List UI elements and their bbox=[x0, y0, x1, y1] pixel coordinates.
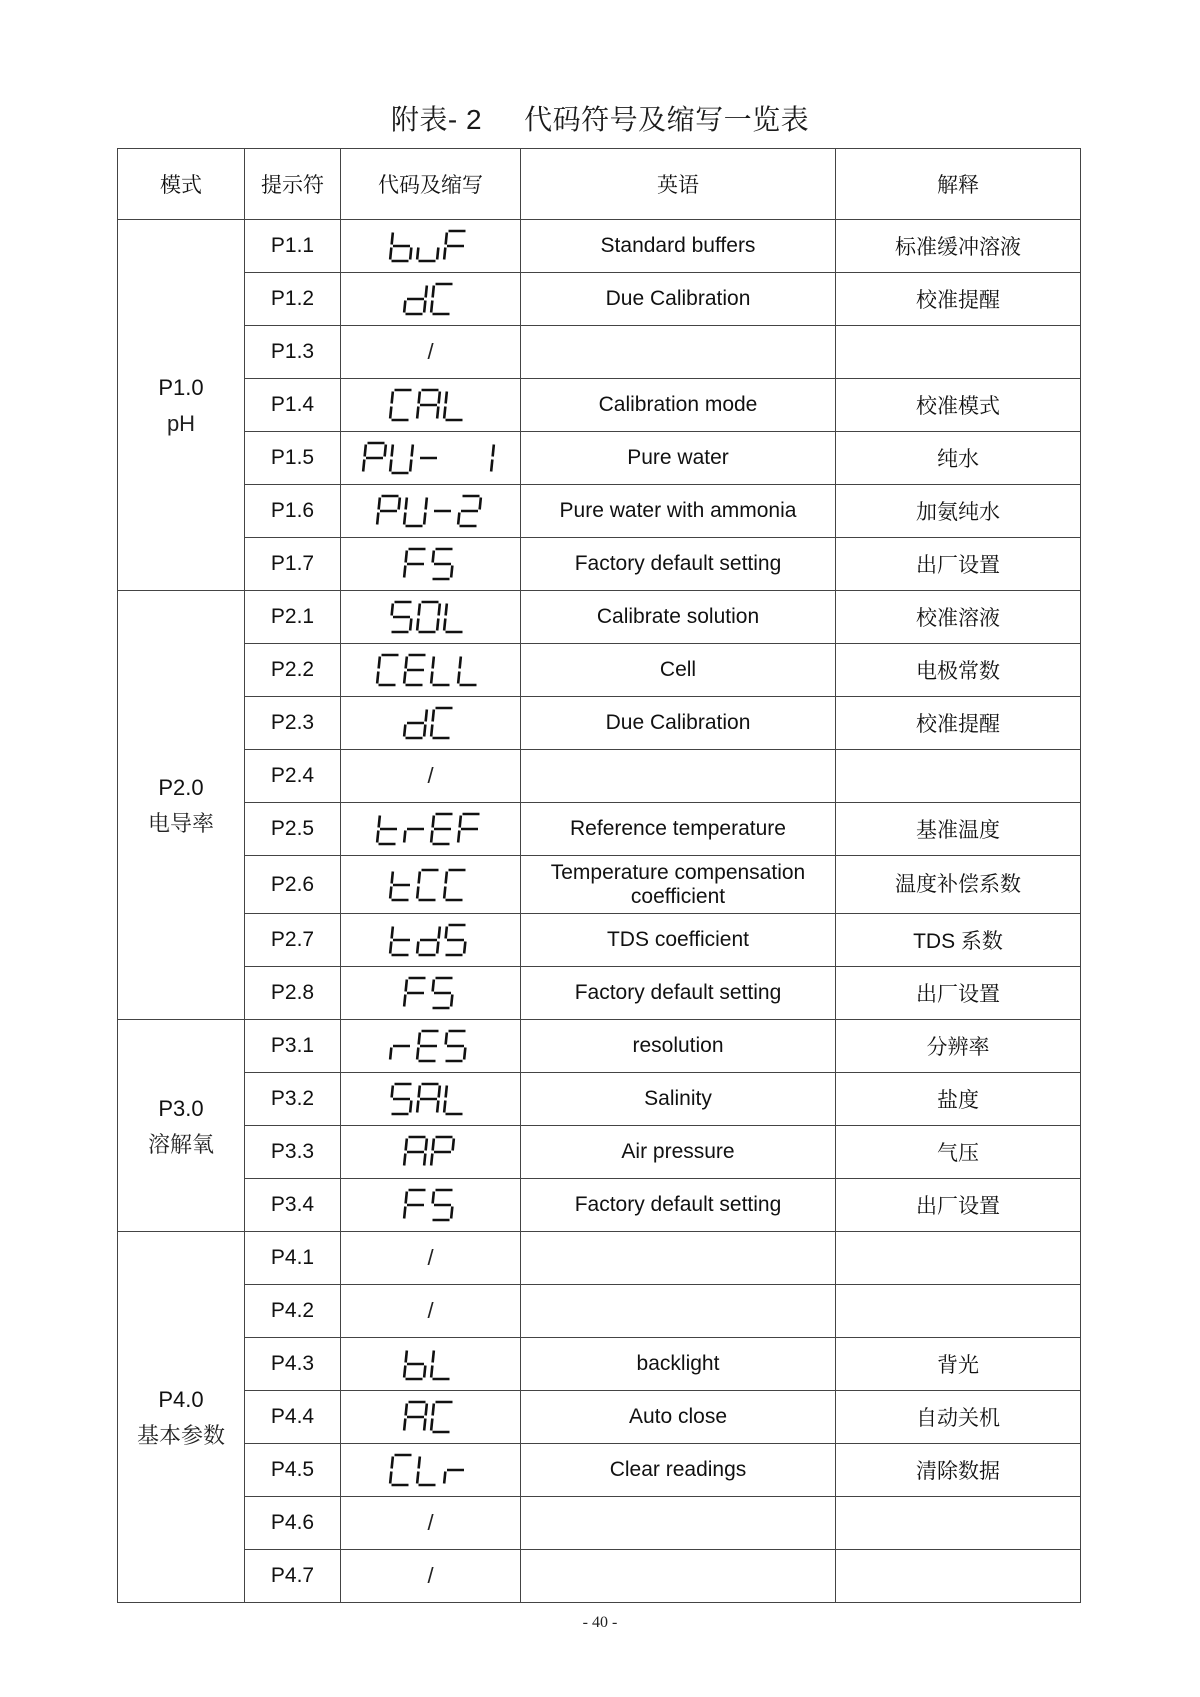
mode-id: P2.0 bbox=[158, 775, 204, 800]
explanation-cell: TDS 系数 bbox=[836, 914, 1081, 967]
lcd-code-display bbox=[387, 1082, 474, 1116]
lcd-code-display bbox=[374, 653, 488, 687]
lcd-digit bbox=[432, 978, 452, 1008]
lcd-digit bbox=[458, 814, 479, 843]
prompt-cell: P4.3 bbox=[245, 1338, 341, 1391]
empty-code-slash: / bbox=[427, 763, 434, 788]
english-cell: resolution bbox=[521, 1020, 836, 1073]
lcd-digit bbox=[417, 602, 440, 632]
lcd-digit bbox=[431, 1351, 449, 1380]
code-cell bbox=[341, 1073, 521, 1126]
table-row bbox=[118, 967, 1081, 1020]
header-code: 代码及缩写 bbox=[341, 149, 521, 220]
code-cell bbox=[341, 697, 521, 750]
explanation-cell: 校准提醒 bbox=[836, 273, 1081, 326]
explanation-cell: 出厂设置 bbox=[836, 538, 1081, 591]
prompt-cell: P3.1 bbox=[245, 1020, 341, 1073]
table-row bbox=[118, 1550, 1081, 1603]
english-cell: Due Calibration bbox=[521, 697, 836, 750]
header-prompt: 提示符 bbox=[245, 149, 341, 220]
table-row bbox=[118, 591, 1081, 644]
lcd-digit bbox=[404, 655, 425, 685]
prompt-cell: P4.5 bbox=[245, 1444, 341, 1497]
english-cell: Factory default setting bbox=[521, 538, 836, 591]
empty-code-slash: / bbox=[427, 1563, 434, 1588]
explanation-cell: 基准温度 bbox=[836, 803, 1081, 856]
mode-id: P1.0 bbox=[158, 375, 204, 400]
lcd-code-display bbox=[401, 1188, 461, 1222]
code-cell bbox=[341, 1338, 521, 1391]
english-cell: Salinity bbox=[521, 1073, 836, 1126]
lcd-digit bbox=[417, 1084, 440, 1113]
table-row bbox=[118, 432, 1081, 485]
code-cell bbox=[341, 432, 521, 485]
prompt-cell: P4.6 bbox=[245, 1497, 341, 1550]
code-cell bbox=[341, 273, 521, 326]
table-row bbox=[118, 750, 1081, 803]
code-cell bbox=[341, 1232, 521, 1285]
code-cell bbox=[341, 379, 521, 432]
lcd-digit bbox=[431, 1137, 454, 1166]
lcd-digit bbox=[390, 390, 411, 420]
code-cell bbox=[341, 1391, 521, 1444]
lcd-code-display bbox=[401, 282, 461, 316]
lcd-digit bbox=[377, 496, 400, 525]
prompt-cell: P4.1 bbox=[245, 1232, 341, 1285]
lcd-digit bbox=[417, 927, 440, 956]
table-row bbox=[118, 326, 1081, 379]
explanation-cell bbox=[836, 1285, 1081, 1338]
lcd-digit bbox=[444, 231, 465, 260]
english-cell: Calibration mode bbox=[521, 379, 836, 432]
lcd-digit bbox=[404, 1137, 427, 1166]
code-cell bbox=[341, 485, 521, 538]
code-cell bbox=[341, 1285, 521, 1338]
lcd-digit bbox=[431, 657, 449, 686]
prompt-cell: P3.2 bbox=[245, 1073, 341, 1126]
header-row bbox=[118, 149, 1081, 220]
prompt-cell: P2.2 bbox=[245, 644, 341, 697]
prompt-cell: P2.4 bbox=[245, 750, 341, 803]
mode-name: 电导率 bbox=[147, 811, 214, 836]
prompt-cell: P1.2 bbox=[245, 273, 341, 326]
lcd-digit bbox=[404, 1402, 427, 1431]
lcd-digit bbox=[458, 657, 476, 686]
prompt-cell: P1.1 bbox=[245, 220, 341, 273]
english-cell: Standard buffers bbox=[521, 220, 836, 273]
explanation-cell: 校准提醒 bbox=[836, 697, 1081, 750]
lcd-digit bbox=[446, 1031, 466, 1061]
explanation-cell: 电极常数 bbox=[836, 644, 1081, 697]
code-cell bbox=[341, 1179, 521, 1232]
lcd-digit bbox=[417, 1457, 435, 1486]
lcd-digit bbox=[444, 392, 462, 421]
table-row bbox=[118, 1338, 1081, 1391]
explanation-cell: 标准缓冲溶液 bbox=[836, 220, 1081, 273]
lcd-digit bbox=[404, 710, 427, 739]
lcd-code-display bbox=[374, 494, 488, 528]
table-row bbox=[118, 914, 1081, 967]
english-cell: backlight bbox=[521, 1338, 836, 1391]
english-cell: Auto close bbox=[521, 1391, 836, 1444]
lcd-digit bbox=[491, 445, 494, 472]
lcd-code-display bbox=[387, 868, 474, 902]
header-english: 英语 bbox=[521, 149, 836, 220]
lcd-digit bbox=[431, 1402, 452, 1432]
table-row bbox=[118, 379, 1081, 432]
code-table bbox=[117, 148, 1081, 1603]
empty-code-slash: / bbox=[427, 1510, 434, 1535]
lcd-digit bbox=[444, 1470, 464, 1484]
lcd-digit bbox=[392, 602, 412, 632]
lcd-digit bbox=[444, 1086, 462, 1115]
lcd-digit bbox=[390, 233, 411, 262]
explanation-cell: 盐度 bbox=[836, 1073, 1081, 1126]
explanation-cell bbox=[836, 326, 1081, 379]
table-row bbox=[118, 1285, 1081, 1338]
english-cell bbox=[521, 750, 836, 803]
prompt-cell: P1.3 bbox=[245, 326, 341, 379]
table-row bbox=[118, 485, 1081, 538]
table-row bbox=[118, 220, 1081, 273]
code-cell bbox=[341, 220, 521, 273]
explanation-cell: 校准模式 bbox=[836, 379, 1081, 432]
explanation-cell: 气压 bbox=[836, 1126, 1081, 1179]
lcd-digit bbox=[392, 1084, 412, 1114]
lcd-digit bbox=[377, 816, 397, 845]
english-cell: Pure water with ammonia bbox=[521, 485, 836, 538]
code-cell bbox=[341, 644, 521, 697]
prompt-cell: P2.1 bbox=[245, 591, 341, 644]
lcd-digit bbox=[390, 1046, 410, 1060]
code-cell bbox=[341, 967, 521, 1020]
explanation-cell bbox=[836, 750, 1081, 803]
english-cell: Air pressure bbox=[521, 1126, 836, 1179]
table-row bbox=[118, 1179, 1081, 1232]
lcd-digit bbox=[404, 1190, 425, 1219]
code-cell bbox=[341, 1444, 521, 1497]
prompt-cell: P2.6 bbox=[245, 856, 341, 914]
english-cell: Temperature compensation coefficient bbox=[521, 856, 836, 914]
table-row bbox=[118, 1497, 1081, 1550]
english-cell: Cell bbox=[521, 644, 836, 697]
lcd-code-display bbox=[360, 441, 501, 475]
english-cell: Calibrate solution bbox=[521, 591, 836, 644]
english-cell: Due Calibration bbox=[521, 273, 836, 326]
lcd-digit bbox=[404, 978, 425, 1007]
lcd-digit bbox=[404, 1351, 425, 1380]
explanation-cell: 加氨纯水 bbox=[836, 485, 1081, 538]
lcd-digit bbox=[390, 445, 413, 474]
english-cell bbox=[521, 1550, 836, 1603]
prompt-cell: P3.3 bbox=[245, 1126, 341, 1179]
lcd-code-display bbox=[401, 1400, 461, 1434]
prompt-cell: P2.3 bbox=[245, 697, 341, 750]
title-text: 代码符号及缩写一览表 bbox=[524, 104, 810, 135]
explanation-cell: 校准溶液 bbox=[836, 591, 1081, 644]
lcd-digit bbox=[446, 925, 466, 955]
code-cell bbox=[341, 750, 521, 803]
explanation-cell: 自动关机 bbox=[836, 1391, 1081, 1444]
lcd-digit bbox=[431, 814, 452, 844]
lcd-digit bbox=[458, 496, 481, 526]
lcd-digit bbox=[431, 708, 452, 738]
code-cell bbox=[341, 1497, 521, 1550]
lcd-code-display bbox=[374, 812, 488, 846]
table-row bbox=[118, 273, 1081, 326]
mode-name: pH bbox=[166, 411, 196, 436]
table-row bbox=[118, 644, 1081, 697]
explanation-cell: 出厂设置 bbox=[836, 1179, 1081, 1232]
mode-cell bbox=[118, 220, 245, 591]
english-cell bbox=[521, 1285, 836, 1338]
mode-id: P3.0 bbox=[158, 1095, 204, 1121]
lcd-digit bbox=[404, 829, 424, 843]
title-prefix: 附表- 2 bbox=[390, 104, 483, 135]
code-cell bbox=[341, 538, 521, 591]
table-row bbox=[118, 1020, 1081, 1073]
lcd-digit bbox=[432, 549, 452, 579]
table-row bbox=[118, 1232, 1081, 1285]
header-mode: 模式 bbox=[118, 149, 245, 220]
mode-cell bbox=[118, 1020, 245, 1232]
explanation-cell bbox=[836, 1232, 1081, 1285]
english-cell: Clear readings bbox=[521, 1444, 836, 1497]
prompt-cell: P1.5 bbox=[245, 432, 341, 485]
code-cell bbox=[341, 326, 521, 379]
prompt-cell: P2.8 bbox=[245, 967, 341, 1020]
code-cell bbox=[341, 1550, 521, 1603]
prompt-cell: P4.7 bbox=[245, 1550, 341, 1603]
lcd-code-display bbox=[387, 229, 474, 263]
lcd-digit bbox=[444, 870, 465, 900]
lcd-digit bbox=[432, 1190, 452, 1220]
lcd-digit bbox=[390, 1455, 411, 1485]
empty-code-slash: / bbox=[427, 1245, 434, 1270]
mode-id: P4.0 bbox=[158, 1387, 204, 1412]
explanation-cell: 出厂设置 bbox=[836, 967, 1081, 1020]
english-cell: Factory default setting bbox=[521, 1179, 836, 1232]
lcd-digit bbox=[390, 927, 410, 956]
lcd-code-display bbox=[401, 976, 461, 1010]
english-cell: Reference temperature bbox=[521, 803, 836, 856]
code-cell bbox=[341, 856, 521, 914]
header-explanation: 解释 bbox=[836, 149, 1081, 220]
mode-cell bbox=[118, 591, 245, 1020]
lcd-digit bbox=[363, 443, 386, 472]
code-cell bbox=[341, 914, 521, 967]
lcd-digit bbox=[417, 248, 438, 262]
explanation-cell: 纯水 bbox=[836, 432, 1081, 485]
lcd-digit bbox=[390, 871, 410, 900]
explanation-cell: 温度补偿系数 bbox=[836, 856, 1081, 914]
lcd-digit bbox=[404, 498, 427, 527]
english-cell: TDS coefficient bbox=[521, 914, 836, 967]
lcd-digit bbox=[377, 655, 398, 685]
table-row bbox=[118, 1126, 1081, 1179]
mode-cell bbox=[118, 1232, 245, 1603]
prompt-cell: P4.4 bbox=[245, 1391, 341, 1444]
lcd-code-display bbox=[401, 1347, 461, 1381]
code-cell bbox=[341, 803, 521, 856]
english-cell: Factory default setting bbox=[521, 967, 836, 1020]
prompt-cell: P1.4 bbox=[245, 379, 341, 432]
lcd-code-display bbox=[387, 1453, 474, 1487]
prompt-cell: P4.2 bbox=[245, 1285, 341, 1338]
lcd-digit bbox=[417, 390, 440, 419]
lcd-code-display bbox=[401, 1135, 461, 1169]
explanation-cell bbox=[836, 1497, 1081, 1550]
code-cell bbox=[341, 591, 521, 644]
lcd-digit bbox=[417, 1031, 438, 1061]
lcd-digit bbox=[444, 604, 462, 633]
lcd-code-display bbox=[387, 1029, 474, 1063]
empty-code-slash: / bbox=[427, 1298, 434, 1323]
prompt-cell: P2.5 bbox=[245, 803, 341, 856]
lcd-code-display bbox=[387, 388, 474, 422]
lcd-digit bbox=[417, 870, 438, 900]
english-cell: Pure water bbox=[521, 432, 836, 485]
mode-name: 溶解氧 bbox=[147, 1131, 214, 1157]
table-row bbox=[118, 538, 1081, 591]
lcd-code-display bbox=[387, 600, 474, 634]
prompt-cell: P2.7 bbox=[245, 914, 341, 967]
table-row bbox=[118, 697, 1081, 750]
table-row bbox=[118, 856, 1081, 914]
english-cell bbox=[521, 326, 836, 379]
table-row bbox=[118, 1391, 1081, 1444]
page-number: - 40 - bbox=[582, 1614, 618, 1631]
table-row bbox=[118, 1073, 1081, 1126]
lcd-digit bbox=[404, 286, 427, 315]
lcd-code-display bbox=[401, 547, 461, 581]
prompt-cell: P1.7 bbox=[245, 538, 341, 591]
english-cell bbox=[521, 1232, 836, 1285]
prompt-cell: P3.4 bbox=[245, 1179, 341, 1232]
explanation-cell: 清除数据 bbox=[836, 1444, 1081, 1497]
explanation-cell: 背光 bbox=[836, 1338, 1081, 1391]
code-cell bbox=[341, 1126, 521, 1179]
page-title bbox=[0, 98, 1200, 138]
lcd-code-display bbox=[387, 923, 474, 957]
empty-code-slash: / bbox=[427, 339, 434, 364]
english-cell bbox=[521, 1497, 836, 1550]
mode-name: 基本参数 bbox=[136, 1423, 225, 1448]
table-row bbox=[118, 803, 1081, 856]
lcd-code-display bbox=[401, 706, 461, 740]
prompt-cell: P1.6 bbox=[245, 485, 341, 538]
code-cell bbox=[341, 1020, 521, 1073]
lcd-digit bbox=[404, 549, 425, 578]
explanation-cell bbox=[836, 1550, 1081, 1603]
explanation-cell: 分辨率 bbox=[836, 1020, 1081, 1073]
table-row bbox=[118, 1444, 1081, 1497]
lcd-digit bbox=[431, 284, 452, 314]
